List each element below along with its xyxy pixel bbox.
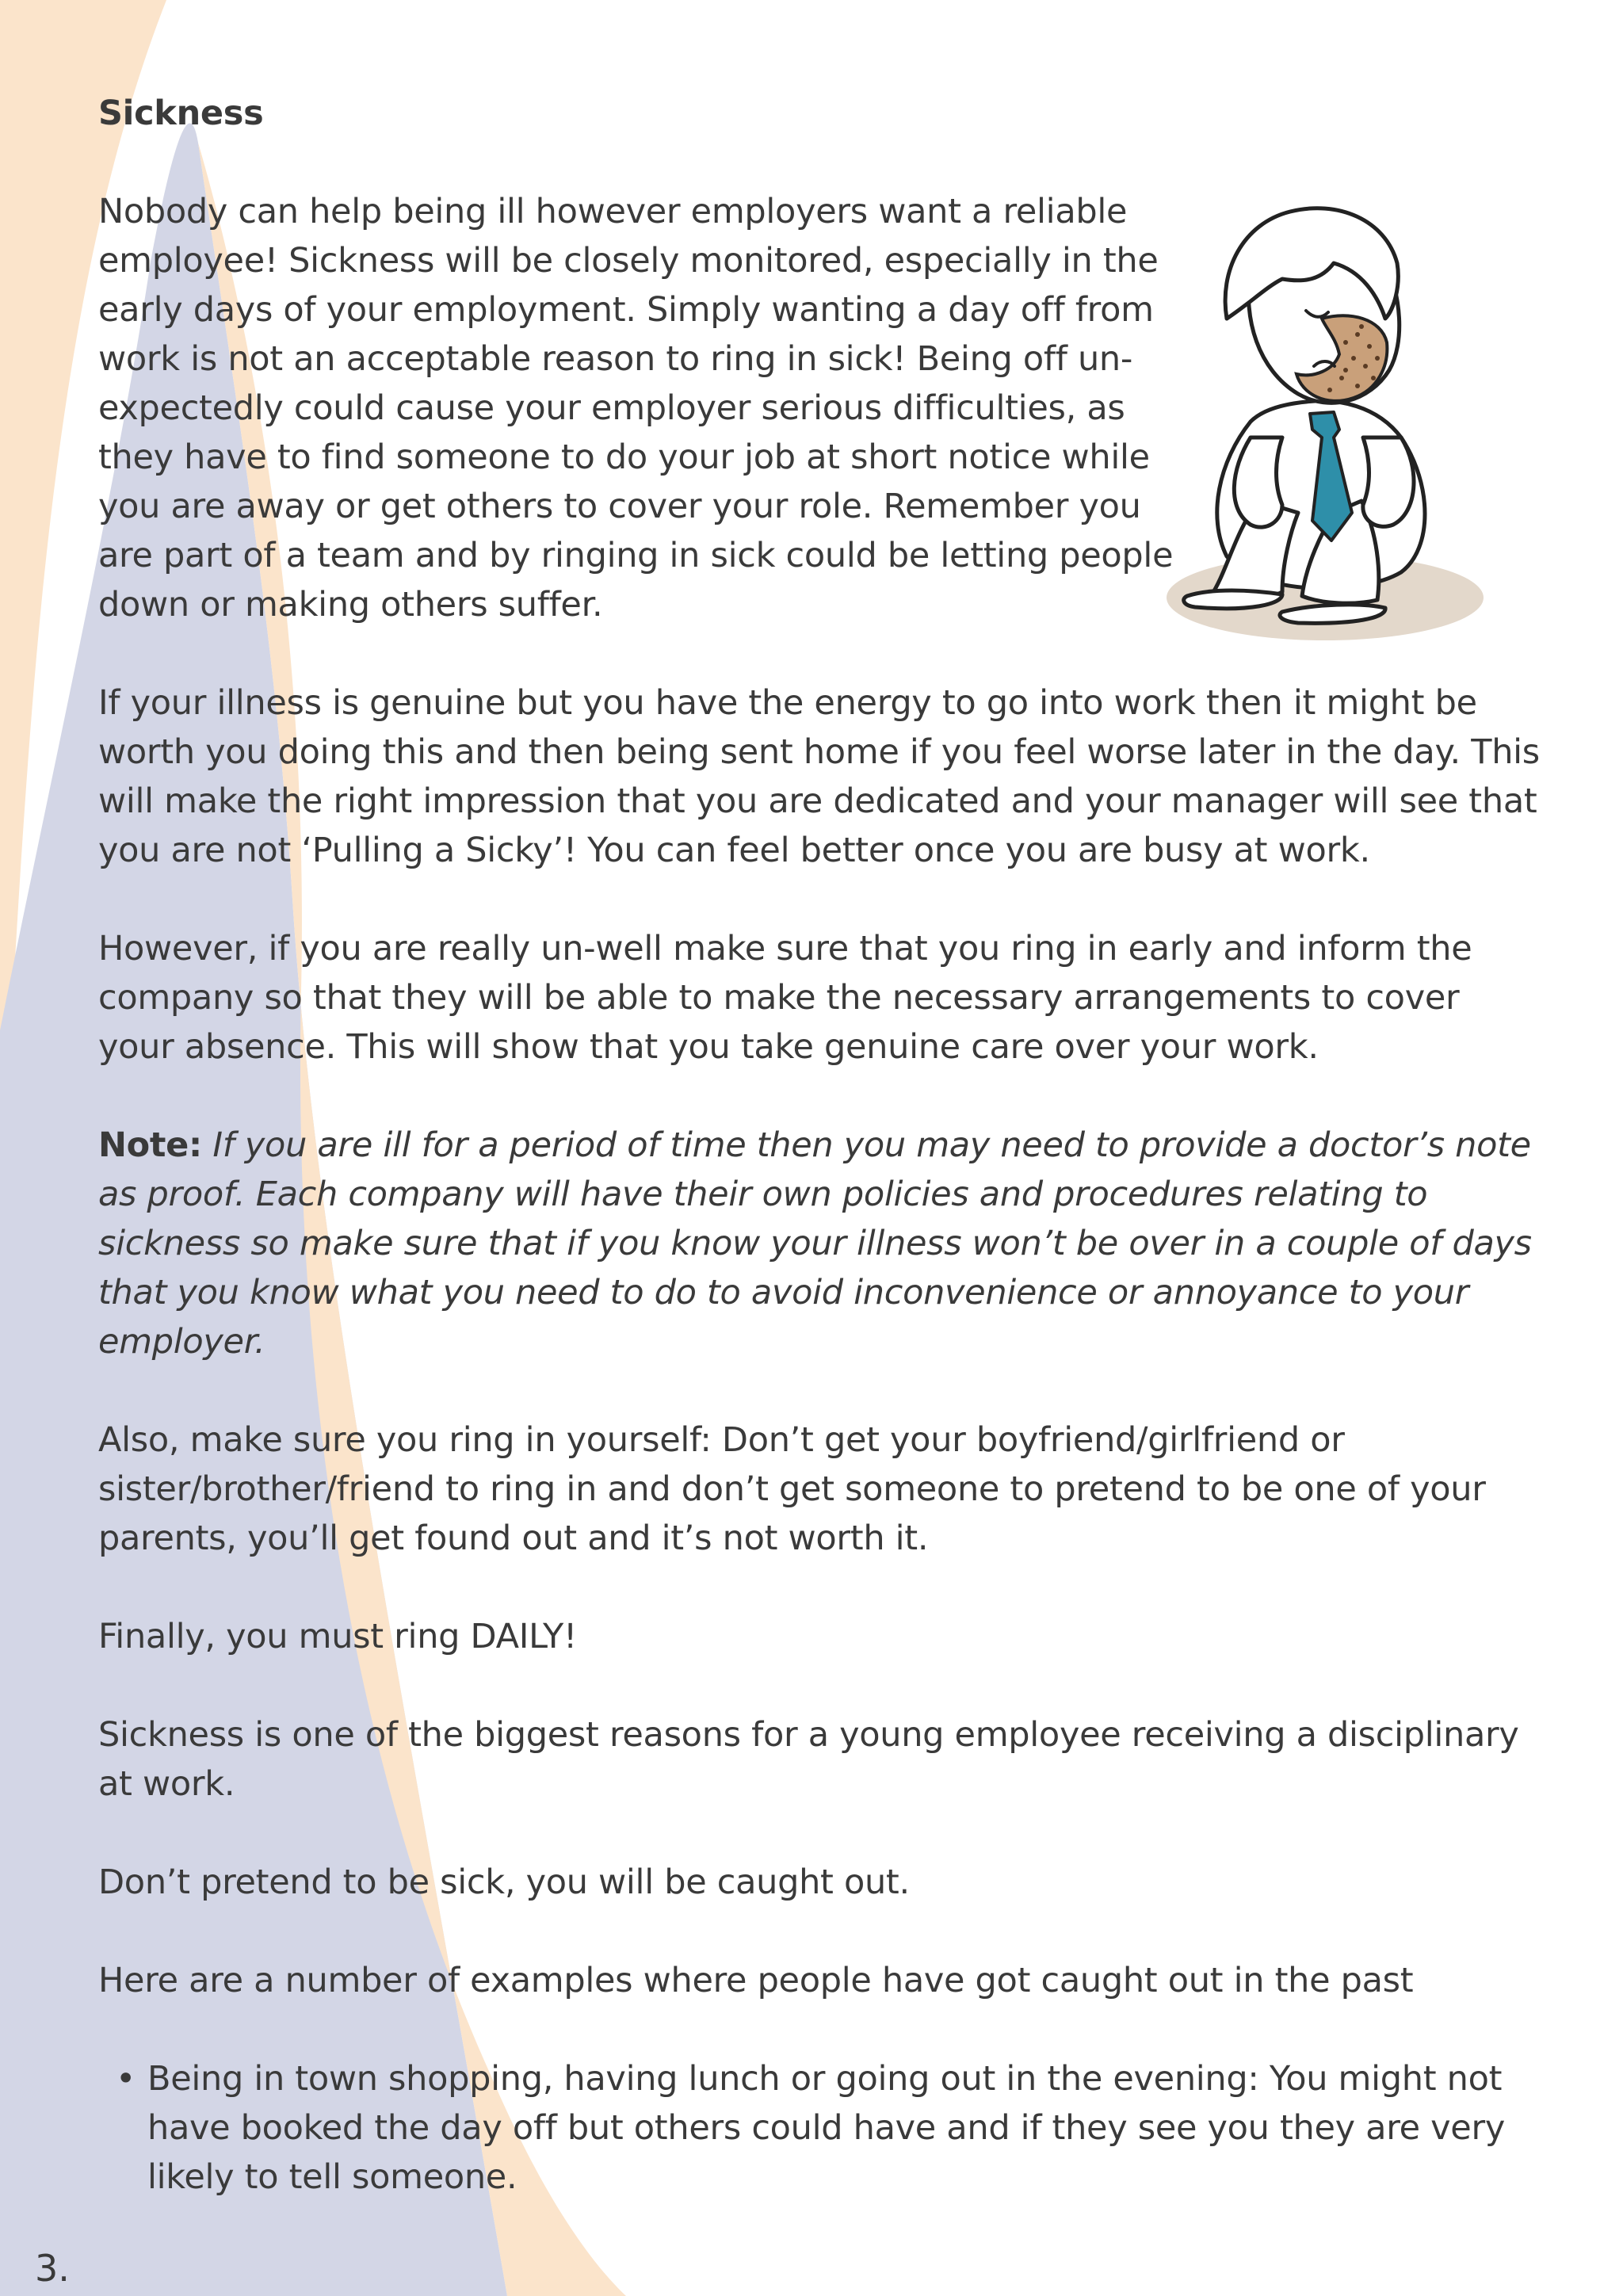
examples-list [98,2054,1541,2202]
paragraph-biggest-reason: Sickness is one of the biggest reasons for a young employee receiving a disciplinary at work. [98,1715,1519,1804]
paragraph-note [98,1121,1541,1366]
note-label: Note: [98,1125,202,1165]
section-heading: Sickness [98,94,264,133]
list-item [116,2054,1541,2202]
paragraph-examples-intro: Here are a number of examples where people have got caught out in the past [98,1961,1414,2000]
list-item-text: Being in town shopping, having lunch or going out in the evening: You might not have booked the day off but others could have and if they see you they are very likely to tell someone. [147,2059,1505,2197]
page-number: 3. [35,2247,70,2290]
paragraph-genuine-illness: If your illness is genuine but you have the energy to go into work then it might be worth you doing this and then being sent home if you feel worse later in the day. This will make the right impression that you are dedicated and your manager will see that you are not ‘Pulling a Sicky’! You can feel better once you are busy at work. [98,683,1540,870]
bullet-icon: • [116,2059,136,2099]
sad-sick-man-icon [1163,200,1487,648]
paragraph-ring-daily: Finally, you must ring DAILY! [98,1617,577,1656]
paragraph-dont-pretend: Don’t pretend to be sick, you will be caught out. [98,1862,910,1902]
note-text: If you are ill for a period of time then you may need to provide a doctor’s note as proof. Each company will have their own policies and procedures relating to sickness so make sure that if you know your illness won’t be over in a couple of days that you know what you need to do to avoid inconvenience or annoyance to your employer. [98,1125,1532,1362]
paragraph-really-unwell: However, if you are really un-well make sure that you ring in early and inform the company so that they will be able to make the necessary arrangements to cover your absence. This will show that you take genuine care over your work. [98,929,1472,1067]
paragraph-ring-yourself: Also, make sure you ring in yourself: Don’t get your boyfriend/girlfriend or sister/brother/friend to ring in and don’t get someone to pretend to be one of your parents, you’ll get found out and it’s not worth it. [98,1420,1486,1558]
paragraph-intro: Nobody can help being ill however employers want a reliable employee! Sickness will be closely monitored, especially in the early days of your employment. Simply wanting a day off from work is not an acceptable reason to ring in sick! Being off un-expectedly could cause your employer serious difficulties, as they have to find someone to do your job at short notice while you are away or get others to cover your role. Remember you are part of a team and by ringing in sick could be letting people down or making others suffer. [98,192,1174,625]
